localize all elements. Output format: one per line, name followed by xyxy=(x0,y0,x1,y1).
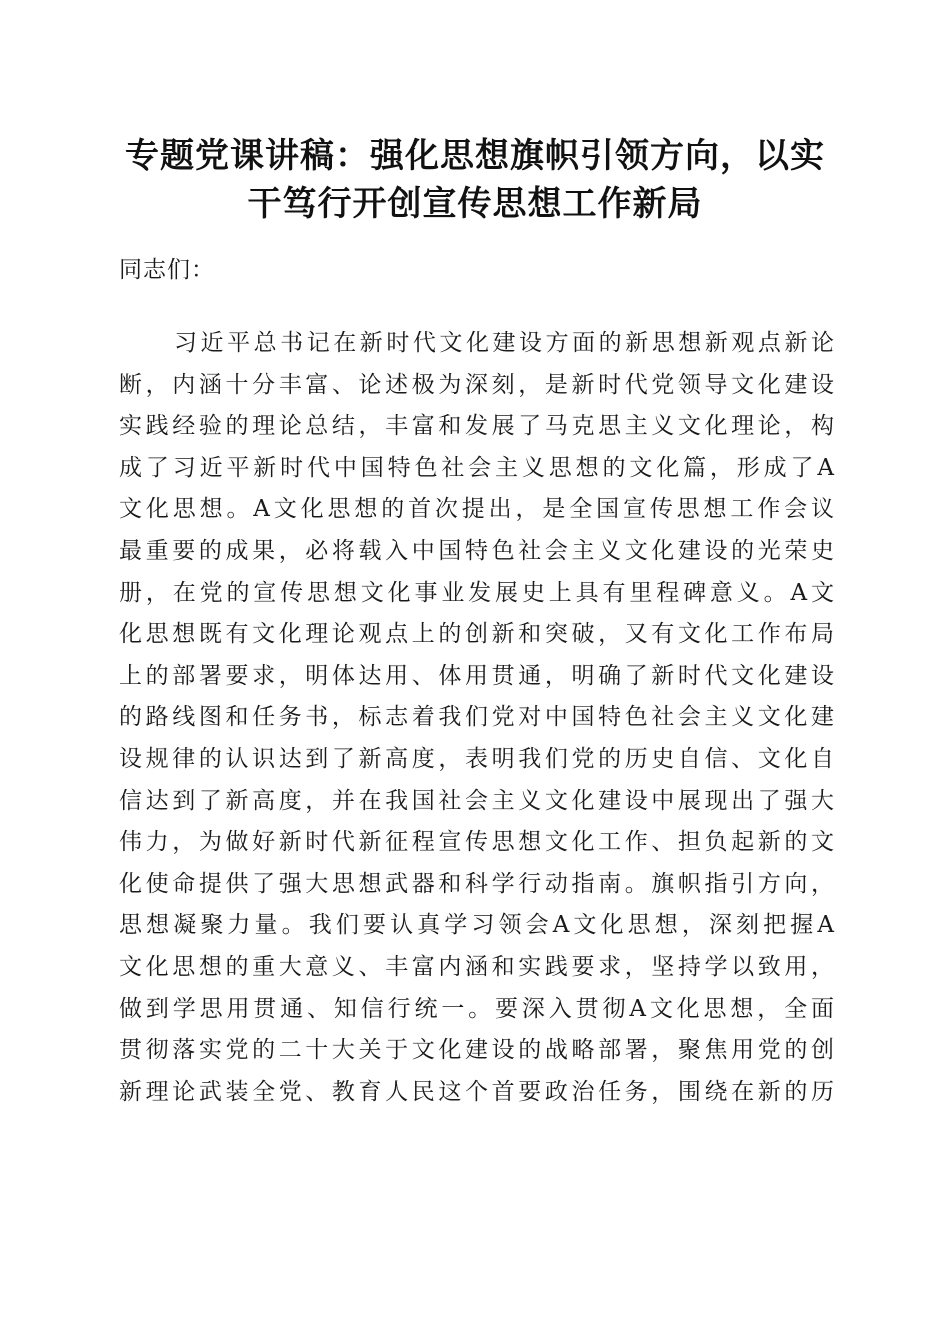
paragraph-line: 上的部署要求，明体达用、体用贯通，明确了新时代文化建设 xyxy=(119,662,834,689)
title-line-2: 干笃行开创宣传思想工作新局 xyxy=(247,184,703,224)
paragraph-line: 做到学思用贯通、知信行统一。要深入贯彻A文化思想，全面 xyxy=(119,995,834,1022)
paragraph-line: 伟力，为做好新时代新征程宣传思想文化工作、担负起新的文 xyxy=(119,829,834,856)
paragraph-line: 实践经验的理论总结，丰富和发展了马克思主义文化理论，构 xyxy=(119,413,834,440)
paragraph-line: 文化思想。A文化思想的首次提出，是全国宣传思想工作会议 xyxy=(119,496,834,523)
paragraph-line: 贯彻落实党的二十大关于文化建设的战略部署，聚焦用党的创 xyxy=(119,1037,834,1064)
paragraph-line: 最重要的成果，必将载入中国特色社会主义文化建设的光荣史 xyxy=(119,537,834,564)
paragraph-line: 册，在党的宣传思想文化事业发展史上具有里程碑意义。A文 xyxy=(119,579,834,606)
paragraph-line: 新理论武装全党、教育人民这个首要政治任务，围绕在新的历 xyxy=(119,1078,834,1105)
body-paragraph xyxy=(119,323,834,1113)
paragraph-line: 思想凝聚力量。我们要认真学习领会A文化思想，深刻把握A xyxy=(119,912,834,939)
paragraph-line: 文化思想的重大意义、丰富内涵和实践要求，坚持学以致用， xyxy=(119,953,834,980)
paragraph-line: 的路线图和任务书，标志着我们党对中国特色社会主义文化建 xyxy=(119,704,834,731)
paragraph-line: 成了习近平新时代中国特色社会主义思想的文化篇，形成了A xyxy=(119,454,834,481)
salutation: 同志们： xyxy=(119,257,215,283)
paragraph-line: 设规律的认识达到了新高度，表明我们党的历史自信、文化自 xyxy=(119,745,834,772)
paragraph-line: 化思想既有文化理论观点上的创新和突破，又有文化工作布局 xyxy=(119,621,834,648)
paragraph-line: 习近平总书记在新时代文化建设方面的新思想新观点新论 xyxy=(174,330,834,356)
paragraph-line: 断，内涵十分丰富、论述极为深刻，是新时代党领导文化建设 xyxy=(119,371,834,398)
paragraph-line: 化使命提供了强大思想武器和科学行动指南。旗帜指引方向， xyxy=(119,870,834,897)
document-title xyxy=(100,132,850,228)
paragraph-line: 信达到了新高度，并在我国社会主义文化建设中展现出了强大 xyxy=(119,787,834,814)
title-line-1: 专题党课讲稿：强化思想旗帜引领方向，以实 xyxy=(125,136,825,176)
